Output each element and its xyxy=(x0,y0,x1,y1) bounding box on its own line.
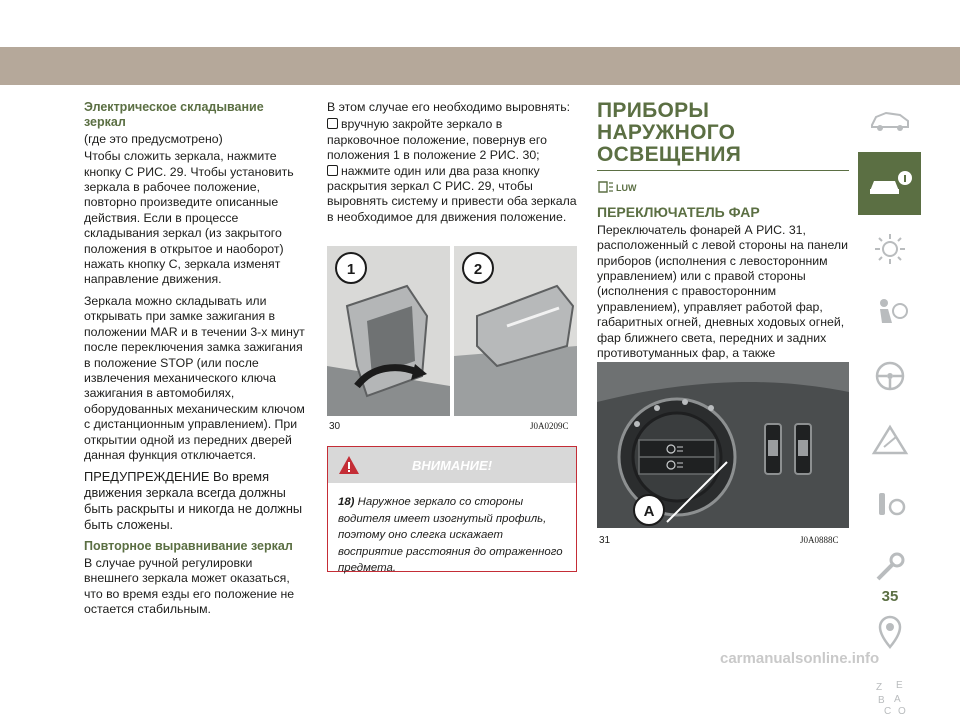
heading-note: (где это предусмотрено) xyxy=(84,131,223,146)
tab-alphabet-index[interactable] xyxy=(858,664,921,727)
heading-realign: Повторное выравнивание зеркал xyxy=(84,539,293,554)
tab-tools[interactable] xyxy=(858,472,921,535)
callout-a: A xyxy=(643,503,655,520)
mirror-illustration xyxy=(327,246,577,416)
header-band xyxy=(0,0,960,84)
warning-number: 18) xyxy=(338,496,355,508)
column-1 xyxy=(84,100,306,623)
svg-text:B: B xyxy=(877,694,885,706)
figure-30-number: 30 xyxy=(329,421,341,432)
warning-title: ВНИМАНИЕ! xyxy=(411,458,493,473)
callout-1: 1 xyxy=(346,261,356,278)
map-pin-icon xyxy=(870,615,910,649)
warning-box xyxy=(327,446,577,575)
warning-body: Наружное зеркало со стороны водителя имеет изогнутый профиль, поэтому оно слегка искажает восприятие расстояния до отраженного предмета. xyxy=(338,496,563,575)
section-divider xyxy=(597,170,849,171)
paragraph-realign: В случае ручной регулировки внешнего зеркала может оказаться, что во время езды его положение не остается стабильным. xyxy=(84,555,295,616)
callout-2: 2 xyxy=(473,261,483,278)
bullet-box-icon xyxy=(327,165,338,176)
warning-text xyxy=(328,483,576,577)
svg-text:E: E xyxy=(895,679,903,691)
figure-31-code: J0A0888C xyxy=(800,535,839,545)
svg-text:A: A xyxy=(893,693,901,705)
heading-electric-folding: Электрическое складывание зеркал xyxy=(84,100,264,130)
header-stripe xyxy=(0,47,960,85)
svg-text:Z: Z xyxy=(875,681,882,693)
tools-icon xyxy=(870,487,910,521)
car-profile-icon xyxy=(868,105,912,135)
tab-airbag[interactable] xyxy=(858,280,921,343)
figure-30-code: J0A0209C xyxy=(530,421,569,431)
section-title-line-1: ПРИБОРЫ НАРУЖНОГО xyxy=(597,99,736,144)
step-1 xyxy=(327,117,577,163)
alphabet-index-icon xyxy=(870,676,910,716)
warning-triangle-icon xyxy=(870,423,910,457)
section-title-line-2: ОСВЕЩЕНИЯ xyxy=(597,143,742,166)
step-1-text: вручную закройте зеркало в парковочное положение, повернув его положения 1 в положение 2 РИС. 30; xyxy=(327,117,547,163)
tab-lights[interactable] xyxy=(858,216,921,279)
caution-text: ПРЕДУПРЕЖДЕНИЕ Во время движения зеркала всегда должны быть раскрыты и никогда не должны быть сложены. xyxy=(84,469,303,533)
paragraph-conditions: Зеркала можно складывать или открывать при замке зажигания в положении MAR и в течении 3-х минут после переключения замка зажигания в положение STOP (или после извлечения механического ключа зажигания в автомобилях, оборудованных механическим ключом с дистанционным управлением). При открытии одной из передних дверей данная функция отключается. xyxy=(84,293,305,462)
airbag-icon xyxy=(870,295,910,329)
paragraph-folding: Чтобы сложить зеркала, нажмите кнопку С РИС. 29. Чтобы установить зеркала в рабочее положение, повторно произведите описанные действия. Если в процессе складывания зеркал (из закрытого положения в открытое и наоборот) нажать кнопку С, зеркала изменят направление движения. xyxy=(84,149,294,287)
column-2 xyxy=(327,100,577,231)
tab-car-info[interactable] xyxy=(858,152,921,215)
bullet-box-icon xyxy=(327,118,338,129)
figure-30-mirror-photo xyxy=(327,246,577,416)
svg-text:O: O xyxy=(897,705,906,717)
figure-31-switch-photo xyxy=(597,362,849,528)
luw-label: LUW xyxy=(616,183,637,193)
car-info-icon xyxy=(867,169,913,199)
chapter-tabs xyxy=(858,88,921,728)
light-switch-illustration xyxy=(597,362,849,528)
tab-car-profile[interactable] xyxy=(858,88,921,151)
wrench-icon xyxy=(870,551,910,585)
luw-lamp-icon xyxy=(597,179,849,199)
step-2 xyxy=(327,164,577,226)
paragraph-light-switch: Переключатель фонарей А РИС. 31, расположенный с левой стороны на панели приборов (исполнения с левосторонним управлением) или с правой стороны (исполнения с правосторонним управлением), управляет работой фар, габаритных огней, дневных ходовых огней, фар ближнего света, передних и задних противотуманных фар, а также xyxy=(597,222,848,361)
paragraph-intro: В этом случае его необходимо выровнять: xyxy=(327,100,571,114)
steering-wheel-icon xyxy=(870,359,910,393)
tab-steering-wheel[interactable] xyxy=(858,344,921,407)
watermark: carmanualsonline.info xyxy=(720,650,880,667)
figure-31-number: 31 xyxy=(599,535,611,546)
heading-light-switch: ПЕРЕКЛЮЧАТЕЛЬ ФАР xyxy=(597,204,760,221)
step-2-text: нажмите один или два раза кнопку раскрытия зеркал С РИС. 29, чтобы выровнять систему и привести оба зеркала в необходимое для движения положение. xyxy=(327,163,577,224)
warning-header xyxy=(328,447,576,483)
tab-warning[interactable] xyxy=(858,408,921,471)
page-number: 35 xyxy=(881,588,899,605)
lights-icon xyxy=(870,231,910,265)
svg-text:C: C xyxy=(883,705,891,717)
